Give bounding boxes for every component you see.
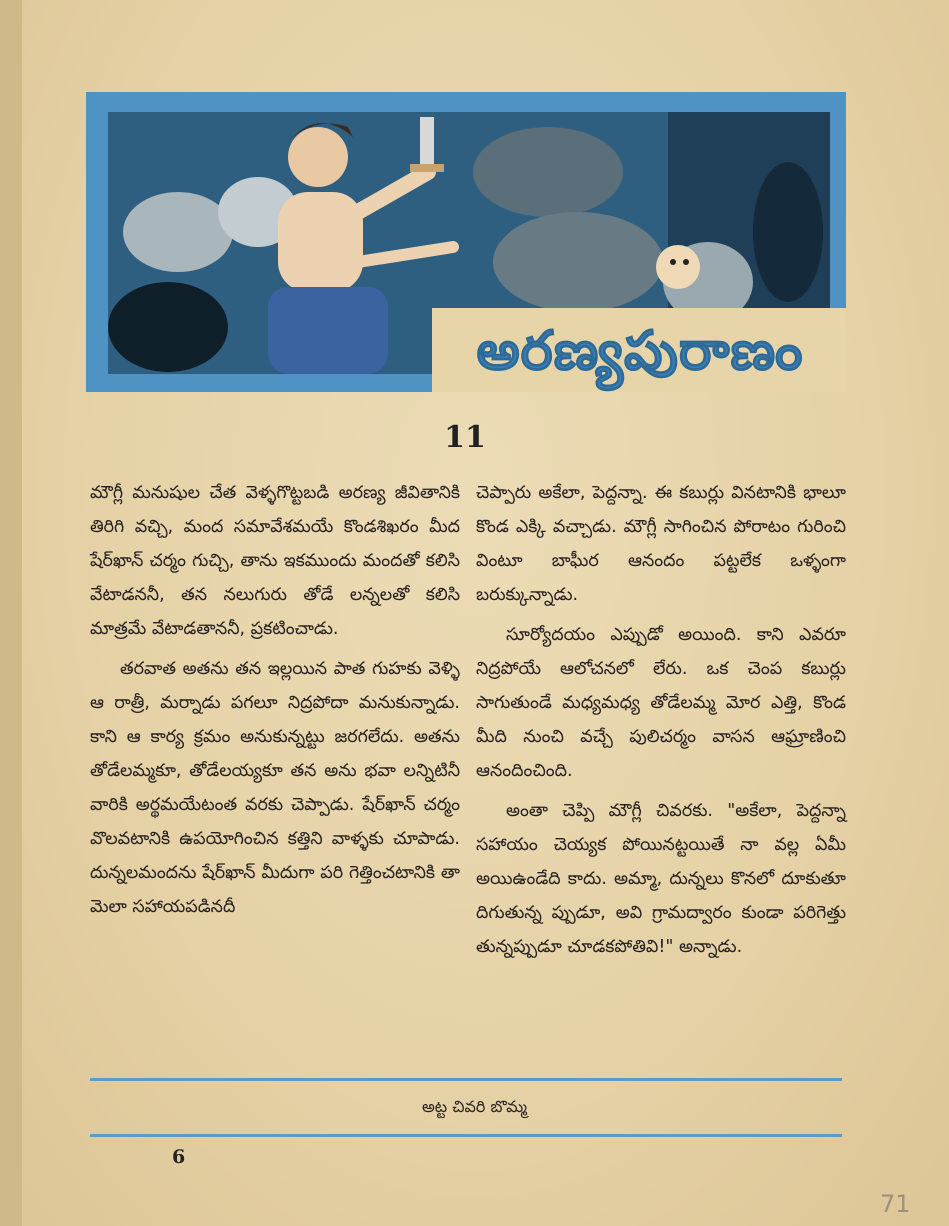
chapter-number: 11 bbox=[444, 420, 486, 455]
text-column-left bbox=[90, 476, 460, 930]
text-column-right bbox=[476, 476, 846, 970]
cover-caption: అట్ట చివరి బొమ్మ bbox=[422, 1097, 527, 1116]
corner-mark: 71 bbox=[880, 1190, 911, 1218]
story-title: అరణ్యపురాణం bbox=[476, 319, 804, 382]
divider-bottom bbox=[90, 1134, 842, 1137]
paragraph: అంతా చెప్పి మౌగ్లీ చివరకు. "అకేలా, పెద్దన్నా సహాయం చెయ్యక పోయినట్టయితే నా వల్ల ఏమీ అయిఉండేది కాదు. అమ్మా, దున్నలు కొనలో దూకుతూ దిగుతున్న ప్పుడూ, అవి గ్రామద్వారం కుండా పరిగెత్తు తున్నప్పుడూ చూడకపోతివి!" అన్నాడు. bbox=[476, 801, 846, 957]
paragraph: మౌగ్లీ మనుషుల చేత వెళ్ళగొట్టబడి అరణ్య జీవితానికి తిరిగి వచ్చి, మంద సమావేశమయే కొండశిఖరం మీద షేర్‌ఖాన్ చర్మం గుచ్చి, తాను ఇకముందు మందతో కలిసి వేటాడననీ, తన నలుగురు తోడే లన్నలతో కలిసి మాత్రమే వేటాడతాననీ, ప్రకటించాడు. bbox=[90, 483, 460, 639]
page-edge bbox=[0, 0, 22, 1226]
paragraph: సూర్యోదయం ఎప్పుడో అయింది. కాని ఎవరూ నిద్రపోయే ఆలోచనలో లేరు. ఒక చెంప కబుర్లు సాగుతుండే మధ్యమధ్య తోడేలమ్మ మోర ఎత్తి, కొండ మీది నుంచి వచ్చే పులిచర్మం వాసన ఆఘ్రాణించి ఆనందించింది. bbox=[476, 625, 846, 781]
divider-top bbox=[90, 1078, 842, 1081]
paragraph: చెప్పారు అకేలా, పెద్దన్నా. ఈ కబుర్లు వినటానికి భాలూ కొండ ఎక్కి వచ్చాడు. మౌగ్లీ సాగించిన పోరాటం గురించి వింటూ బాఘీర ఆనందం పట్టలేక ఒళ్ళంగా బరుక్కున్నాడు. bbox=[476, 483, 846, 605]
paragraph: తరవాత అతను తన ఇల్లయిన పాత గుహకు వెళ్ళి ఆ రాత్రీ, మర్నాడు పగలూ నిద్రపోదా మనుకున్నాడు. కాని ఆ కార్య క్రమం అనుకున్నట్టు జరగలేదు. అతను తోడేలమ్మకూ, తోడేలయ్యకూ తన అను భవా లన్నిటినీ వారికి అర్థమయేటంత వరకు చెప్పాడు. షేర్‌ఖాన్ చర్మం వొలవటానికి ఉపయోగించిన కత్తిని వాళ్ళకు చూపాడు. దున్నలమందను షేర్‌ఖాన్ మీదుగా పరి గెత్తించటానికి తా మెలా సహాయపడినదీ bbox=[90, 659, 460, 917]
page-number: 6 bbox=[172, 1146, 186, 1168]
